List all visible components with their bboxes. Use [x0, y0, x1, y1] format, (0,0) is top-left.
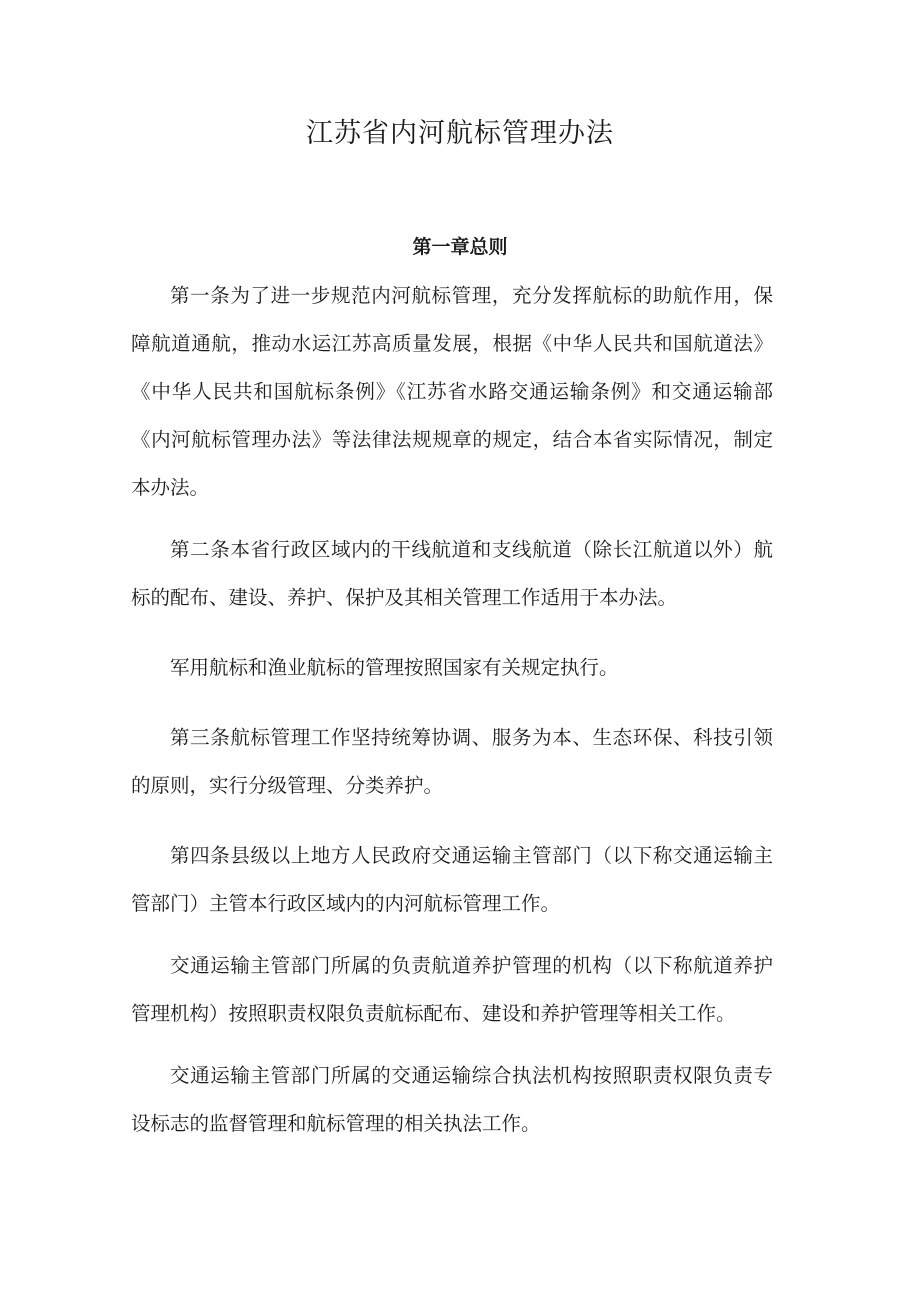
- document-title: 江苏省内河航标管理办法: [306, 118, 614, 149]
- paragraph-article-1: 第一条为了进一步规范内河航标管理，充分发挥航标的助航作用，保障航道通航，推动水运江苏高质量发展，根据《中华人民共和国航道法》《中华人民共和国航标条例》《江苏省水路交通运输条例》和交通运输部《内河航标管理办法》等法律法规规章的规定，结合本省实际情况，制定本办法。: [131, 284, 773, 499]
- chapter-heading: 第一章总则: [412, 236, 508, 258]
- paragraph-article-4: 第四条县级以上地方人民政府交通运输主管部门（以下称交通运输主管部门）主管本行政区域内的内河航标管理工作。: [131, 844, 773, 915]
- paragraph-enforcement-agency: 交通运输主管部门所属的交通运输综合执法机构按照职责权限负责专设标志的监督管理和航标管理的相关执法工作。: [131, 1064, 773, 1135]
- paragraph-article-2: 第二条本省行政区域内的干线航道和支线航道（除长江航道以外）航标的配布、建设、养护、保护及其相关管理工作适用于本办法。: [131, 538, 773, 609]
- paragraph-article-3: 第三条航标管理工作坚持统筹协调、服务为本、生态环保、科技引领的原则，实行分级管理、分类养护。: [131, 726, 773, 797]
- paragraph-maintenance-agency: 交通运输主管部门所属的负责航道养护管理的机构（以下称航道养护管理机构）按照职责权限负责航标配布、建设和养护管理等相关工作。: [131, 954, 773, 1025]
- paragraph-military-marks: 军用航标和渔业航标的管理按照国家有关规定执行。: [170, 656, 619, 679]
